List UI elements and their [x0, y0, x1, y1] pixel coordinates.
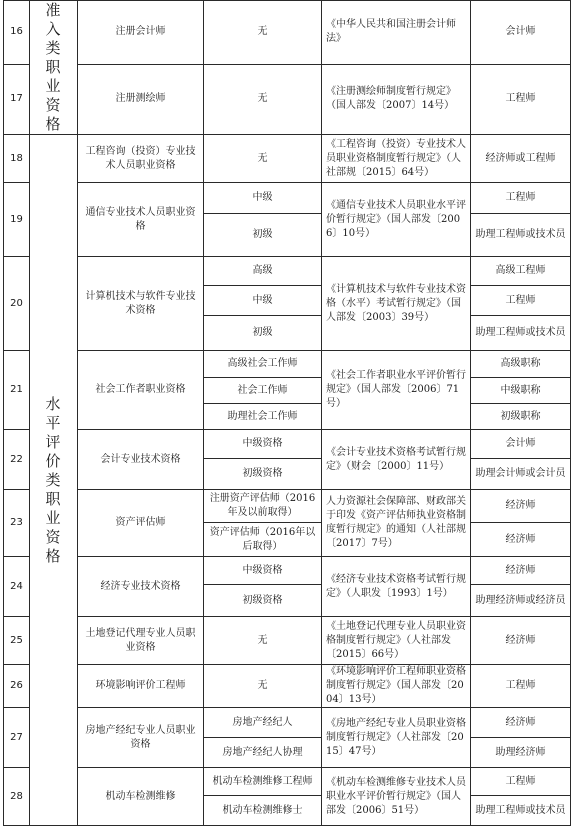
qualification-level: 无	[204, 665, 322, 708]
equivalent-title: 会计师	[471, 1, 571, 65]
equivalent-title: 初级职称	[471, 404, 571, 430]
table-row	[4, 708, 571, 738]
qualification-name: 环境影响评价工程师	[78, 665, 204, 708]
qualification-level: 机动车检测维修工程师	[204, 768, 322, 796]
equivalent-title: 助理工程师或技术员	[471, 316, 571, 351]
qualification-name: 计算机技术与软件专业技术资格	[78, 257, 204, 351]
equivalent-title: 经济师	[471, 617, 571, 665]
table-row	[4, 183, 571, 214]
table-row	[4, 665, 571, 708]
equivalent-title: 经济师	[471, 708, 571, 738]
equivalent-title: 经济师	[471, 523, 571, 557]
qualification-level: 助理社会工作师	[204, 404, 322, 430]
qualification-level: 注册资产评估师（2016年及以前取得）	[204, 490, 322, 523]
qualification-level: 初级资格	[204, 585, 322, 617]
qualification-name: 经济专业技术资格	[78, 557, 204, 617]
row-number: 27	[4, 708, 30, 768]
qualification-level: 无	[204, 135, 322, 183]
row-number: 24	[4, 557, 30, 617]
equivalent-title: 工程师	[471, 286, 571, 316]
qualification-level: 中级	[204, 183, 322, 214]
qualification-level: 初级	[204, 316, 322, 351]
row-number: 20	[4, 257, 30, 351]
equivalent-title: 会计师	[471, 430, 571, 459]
category-access: 准入类职业资格	[30, 1, 78, 135]
qualification-name: 社会工作者职业资格	[78, 351, 204, 430]
qualification-level: 无	[204, 617, 322, 665]
qualification-level: 初级资格	[204, 459, 322, 490]
policy-basis: 《计算机技术与软件专业技术资格（水平）考试暂行规定》（国人部发〔2003〕39号）	[322, 257, 471, 351]
qualification-level: 高级	[204, 257, 322, 286]
qualification-level: 中级资格	[204, 430, 322, 459]
equivalent-title: 中级职称	[471, 378, 571, 404]
row-number: 18	[4, 135, 30, 183]
policy-basis: 《会计专业技术资格考试暂行规定》（财会〔2000〕11号）	[322, 430, 471, 490]
row-number: 22	[4, 430, 30, 490]
qualification-level: 无	[204, 64, 322, 134]
qualification-name: 资产评估师	[78, 490, 204, 557]
qualification-table	[3, 0, 571, 826]
equivalent-title: 经济师	[471, 557, 571, 585]
equivalent-title: 高级工程师	[471, 257, 571, 286]
equivalent-title: 助理工程师或技术员	[471, 796, 571, 826]
qualification-name: 注册会计师	[78, 1, 204, 65]
row-number: 23	[4, 490, 30, 557]
equivalent-title: 经济师	[471, 490, 571, 523]
qualification-name: 注册测绘师	[78, 64, 204, 134]
qualification-level: 高级社会工作师	[204, 351, 322, 378]
table-row	[4, 257, 571, 286]
table-row	[4, 64, 571, 134]
equivalent-title: 助理经济师	[471, 738, 571, 768]
equivalent-title: 工程师	[471, 64, 571, 134]
policy-basis: 《社会工作者职业水平评价暂行规定》（国人部发〔2006〕71号）	[322, 351, 471, 430]
equivalent-title: 高级职称	[471, 351, 571, 378]
qualification-level: 房地产经纪人协理	[204, 738, 322, 768]
qualification-level: 无	[204, 1, 322, 65]
table-row	[4, 557, 571, 585]
qualification-level: 机动车检测维修士	[204, 796, 322, 826]
row-number: 25	[4, 617, 30, 665]
qualification-name: 机动车检测维修	[78, 768, 204, 826]
qualification-name: 土地登记代理专业人员职业资格	[78, 617, 204, 665]
equivalent-title: 助理工程师或技术员	[471, 214, 571, 257]
qualification-level: 房地产经纪人	[204, 708, 322, 738]
table-row	[4, 768, 571, 796]
policy-basis: 《中华人民共和国注册会计师法》	[322, 1, 471, 65]
policy-basis: 《工程咨询（投资）专业技术人员职业资格制度暂行规定》（人社部规〔2015〕64号）	[322, 135, 471, 183]
row-number: 16	[4, 1, 30, 65]
equivalent-title: 助理经济师或经济员	[471, 585, 571, 617]
row-number: 21	[4, 351, 30, 430]
table-row	[4, 351, 571, 378]
equivalent-title: 助理会计师或会计员	[471, 459, 571, 490]
qualification-name: 通信专业技术人员职业资格	[78, 183, 204, 257]
table-row	[4, 490, 571, 523]
policy-basis: 《通信专业技术人员职业水平评价暂行规定》（国人部发〔2006〕10号）	[322, 183, 471, 257]
qualification-level: 资产评估师（2016年以后取得）	[204, 523, 322, 557]
policy-basis: 《房地产经纪专业人员职业资格制度暂行规定》（人社部发〔2015〕47号）	[322, 708, 471, 768]
table-row	[4, 617, 571, 665]
row-number: 19	[4, 183, 30, 257]
table-row	[4, 135, 571, 183]
qualification-name: 房地产经纪专业人员职业资格	[78, 708, 204, 768]
equivalent-title: 工程师	[471, 768, 571, 796]
category-level: 水平评价类职业资格	[30, 135, 78, 826]
equivalent-title: 工程师	[471, 183, 571, 214]
qualification-level: 中级	[204, 286, 322, 316]
policy-basis: 《注册测绘师制度暂行规定》（国人部发〔2007〕14号）	[322, 64, 471, 134]
qualification-name: 工程咨询（投资）专业技术人员职业资格	[78, 135, 204, 183]
policy-basis: 《土地登记代理专业人员职业资格制度暂行规定》（人社部发〔2015〕66号）	[322, 617, 471, 665]
qualification-name: 会计专业技术资格	[78, 430, 204, 490]
row-number: 28	[4, 768, 30, 826]
table-row	[4, 1, 571, 65]
qualification-level: 初级	[204, 214, 322, 257]
equivalent-title: 经济师或工程师	[471, 135, 571, 183]
qualification-level: 中级资格	[204, 557, 322, 585]
row-number: 17	[4, 64, 30, 134]
policy-basis: 《机动车检测维修专业技术人员职业水平评价暂行规定》（国人部发〔2006〕51号）	[322, 768, 471, 826]
table-body	[4, 1, 571, 826]
row-number: 26	[4, 665, 30, 708]
policy-basis: 人力资源社会保障部、财政部关于印发《资产评估师执业资格制度暂行规定》的通知（人社部规〔2017〕7号）	[322, 490, 471, 557]
equivalent-title: 工程师	[471, 665, 571, 708]
policy-basis: 《经济专业技术资格考试暂行规定》（人职发〔1993〕1号）	[322, 557, 471, 617]
qualification-level: 社会工作师	[204, 378, 322, 404]
policy-basis: 《环境影响评价工程师职业资格制度暂行规定》（国人部发〔2004〕13号）	[322, 665, 471, 708]
table-row	[4, 430, 571, 459]
